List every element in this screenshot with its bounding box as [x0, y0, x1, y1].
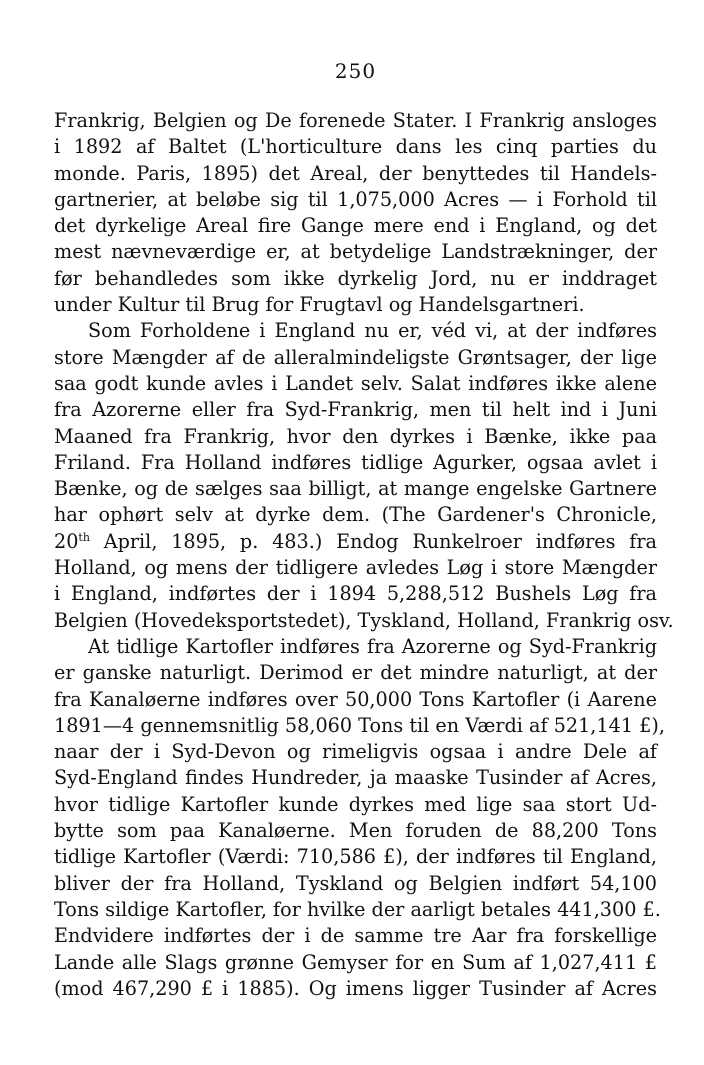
body-text — [54, 108, 674, 1002]
text-line: Holland, og mens der tidligere avledes Løg i store Mængder — [54, 556, 657, 580]
text-line: At tidlige Kartofler indføres fra Azorerne og Syd-Frankrig — [88, 634, 657, 658]
text-line: Frankrig, Belgien og De forenede Stater. I Frankrig ansloges — [54, 109, 657, 132]
text-line: Lande alle Slags grønne Gemyser for en Sum af 1,027,411 £ — [54, 950, 657, 974]
text-line: bliver der fra Holland, Tyskland og Belgien indført 54,100 — [54, 871, 657, 895]
text-line: 1891—4 gennemsnitlig 58,060 Tons til en Værdi af 521,141 £), — [54, 713, 665, 737]
text-line: bytte som paa Kanaløerne. Men foruden de 88,200 Tons — [54, 819, 657, 843]
text-line: Bænke, og de sælges saa billigt, at mange engelske Gartnere — [54, 477, 657, 501]
text-line: i 1892 af Baltet (L'horticulture dans les cinq parties du — [54, 135, 657, 159]
text-line-with-superscript — [54, 529, 657, 555]
text-line: Som Forholdene i England nu er, véd vi, at der indføres — [88, 319, 657, 343]
text-line: Syd-England findes Hundreder, ja maaske Tusinder af Acres, — [54, 766, 657, 790]
text-line: Endvidere indførtes der i de samme tre Aar fra forskellige — [54, 924, 657, 948]
text-line: gartnerier, at beløbe sig til 1,075,000 Acres — i Forhold til — [54, 187, 657, 211]
text-line: saa godt kunde avles i Landet selv. Salat indføres ikke alene — [54, 371, 657, 395]
text-line: fra Azorerne eller fra Syd-Frankrig, men til helt ind i Juni — [54, 398, 657, 422]
text-line: Belgien (Hovedeksportstedet), Tyskland, Holland, Frankrig osv. — [54, 608, 674, 632]
text-line: tidlige Kartofler (Værdi: 710,586 £), der indføres til England, — [54, 845, 657, 869]
text-line: Tons sildige Kartofler, for hvilke der aarligt betales 441,300 £. — [54, 897, 661, 921]
text-line: naar der i Syd-Devon og rimeligvis ogsaa i andre Dele af — [54, 740, 657, 764]
text-line-rest: April, 1895, p. 483.) Endog Runkelroer indføres fra — [89, 529, 657, 553]
text-line: det dyrkelige Areal fire Gange mere end i England, og det — [54, 214, 657, 238]
text-line: under Kultur til Brug for Frugtavl og Handelsgartneri. — [54, 293, 585, 317]
page-number: 250 — [334, 59, 377, 83]
text-line: Friland. Fra Holland indføres tidlige Agurker, ogsaa avlet i — [54, 450, 657, 474]
text-line: har ophørt selv at dyrke dem. (The Gardener's Chronicle, — [54, 503, 657, 527]
text-line: fra Kanaløerne indføres over 50,000 Tons Kartofler (i Aarene — [54, 687, 657, 711]
text-line: i England, indførtes der i 1894 5,288,512 Bushels Løg fra — [54, 582, 657, 606]
text-line: hvor tidlige Kartofler kunde dyrkes med lige saa stort Ud- — [54, 792, 657, 816]
ordinal-superscript: th — [78, 530, 90, 544]
document-page — [54, 58, 674, 1002]
text-line: er ganske naturligt. Derimod er det mindre naturligt, at der — [54, 661, 657, 685]
text-line: mest nævneværdige er, at betydelige Landstrækninger, der — [54, 240, 657, 264]
text-line: monde. Paris, 1895) det Areal, der benyttedes til Handels- — [54, 161, 657, 185]
text-line: (mod 467,290 £ i 1885). Og imens ligger Tusinder af Acres — [54, 976, 657, 1000]
text-line: før behandledes som ikke dyrkelig Jord, nu er inddraget — [54, 266, 657, 290]
text-line: store Mængder af de alleralmindeligste Grøntsager, der lige — [54, 345, 657, 369]
date-day: 20 — [54, 529, 79, 553]
text-line: Maaned fra Frankrig, hvor den dyrkes i Bænke, ikke paa — [54, 424, 657, 448]
